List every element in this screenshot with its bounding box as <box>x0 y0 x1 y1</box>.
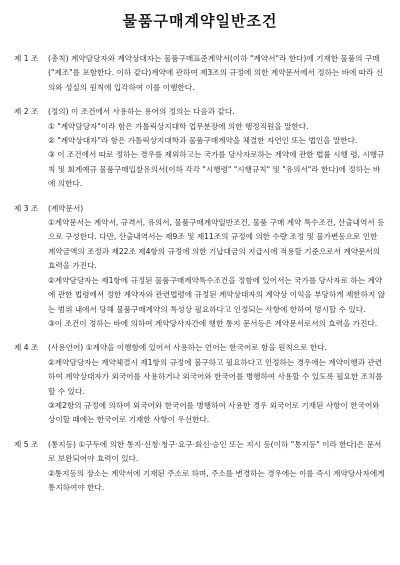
article-lead <box>48 105 386 119</box>
article-body: 계약담당자와 계약상대자는 물품구매표준계약서(이하 "계약서"라 한다)에 기재한 물품의 구매 ("제조"를 포함한다. 이하 같다)계약에 관하여 제3조의 규정에 의한 계약문서에서 정하는 바에 따라 신의와 성실의 원칙에 입각하여 이를 이행한다. <box>48 54 384 92</box>
document-title: 물품구매계약일반조건 <box>122 12 278 30</box>
article-title: (사용언어) <box>48 343 84 353</box>
article-3 <box>14 202 386 332</box>
article-number: 제 1 조 <box>14 54 39 63</box>
article-paragraph: ②통지등의 장소는 계약서에 기재된 주소로 하며, 주소를 변경하는 경우에는 이를 즉시 계약당사자에게 통지하여야 한다. <box>48 468 385 492</box>
article-lead <box>48 438 386 467</box>
article-lead <box>48 52 386 95</box>
article-1 <box>14 52 386 95</box>
article-number: 제 3 조 <box>14 203 39 213</box>
article-number: 제 5 조 <box>14 439 39 449</box>
article-2 <box>14 105 386 191</box>
article-heading <box>14 202 386 216</box>
article-paragraph: ②계약담당자는 계약체결시 제1항의 규정에 불구하고 필요하다고 인정하는 경우에는 계약이행과 관련하여 계약상대자가 외국어를 사용하거나 외국어와 한국어를 병행하여 사용할 수 있도록 필요한 조치를 할 수 있다. <box>48 357 383 396</box>
article-title: (통지등) <box>48 439 76 449</box>
article-4 <box>14 341 386 427</box>
article-paragraph: ②계약담당자는 제1항에 규정된 물품구매계약특수조건을 정함에 있어서는 국가를 당사자로 하는 계약에 관한 법령에서 정한 계약자와 관련법령에 규정된 계약상대자의 계약상 이익을 부당하게 제한하지 않는 범위 내에서 당해 물품구매계약의 특성상 필요하다고 인정되는 사항에 한하여 명시할 수 있다. <box>48 275 386 314</box>
article-paragraph: ② "계약상대자"라 함은 가톨릭상지대학과 물품구매계약을 체결한 자연인 또는 법인을 말한다. <box>48 136 358 146</box>
articles-container <box>14 52 386 495</box>
article-title: (계약문서) <box>48 203 84 213</box>
article-paragraph: ③제2항의 규정에 의하여 외국어와 한국어를 병행하여 사용한 경우 외국어로 기재된 사항이 한국어와 상이할 때에는 한국어로 기재한 사항이 우선한다. <box>48 400 380 425</box>
article-paragraph: ③ 이 조건에서 따로 정하는 경우를 제외하고는 국가를 당사자로하는 계약에 관한 법률 시행 령, 시행규칙 및 회계예규 물품구매입찰유의서(이하 각각 "시행령" "시행규칙" 및 "유의서"라 한다)에 정하는 바에 의한다. <box>48 150 385 189</box>
article-body: ①구두에 의한 통지·신청·청구·요구·회신·승인 또는 지시 등(이하 "통지등" 이라 한다)은 문서로 보완되어야 효력이 있다. <box>48 439 382 464</box>
article-heading <box>14 52 386 95</box>
article-lead <box>48 341 386 355</box>
article-heading <box>14 438 386 467</box>
article-5 <box>14 438 386 496</box>
article-body: ①계약을 이행함에 있어서 사용하는 언어는 한국어로 함을 원칙으로 한다. <box>85 343 327 353</box>
article-number: 제 2 조 <box>14 107 39 117</box>
article-paragraph: ① "계약담당자"이라 함은 가톨릭상지대학 업무분장에 의한 행정직원을 말한다. <box>48 121 309 131</box>
article-title: (총칙) <box>48 54 69 63</box>
article-heading <box>14 341 386 355</box>
article-paragraph: ③이 조건이 정하는 바에 의하여 계약당사자간에 행한 통지 문서등은 계약문서로서의 효력을 가진다. <box>48 318 378 328</box>
article-title: (정의) <box>48 107 69 117</box>
article-paragraph: ①계약문서는 계약서, 규격서, 유의서, 물품구매계약일반조건, 물품 구매 계약 특수조건, 산출내역서 등으로 구성한다. 다만, 산출내역서는 제9조 및 제11조의 규정에 의한 수량 조정 및 물가변동으로 인한 계약금액의 조정과 제22조 제4항의 규정에 의한 기납대금의 지급시에 적용할 기준으로서 계약문서의 효력을 가진다. <box>48 218 385 271</box>
article-number: 제 4 조 <box>14 343 39 353</box>
article-lead <box>48 202 386 216</box>
article-heading <box>14 105 386 119</box>
article-body: 이 조건에서 사용하는 용어의 정의는 다음과 같다. <box>71 107 235 117</box>
